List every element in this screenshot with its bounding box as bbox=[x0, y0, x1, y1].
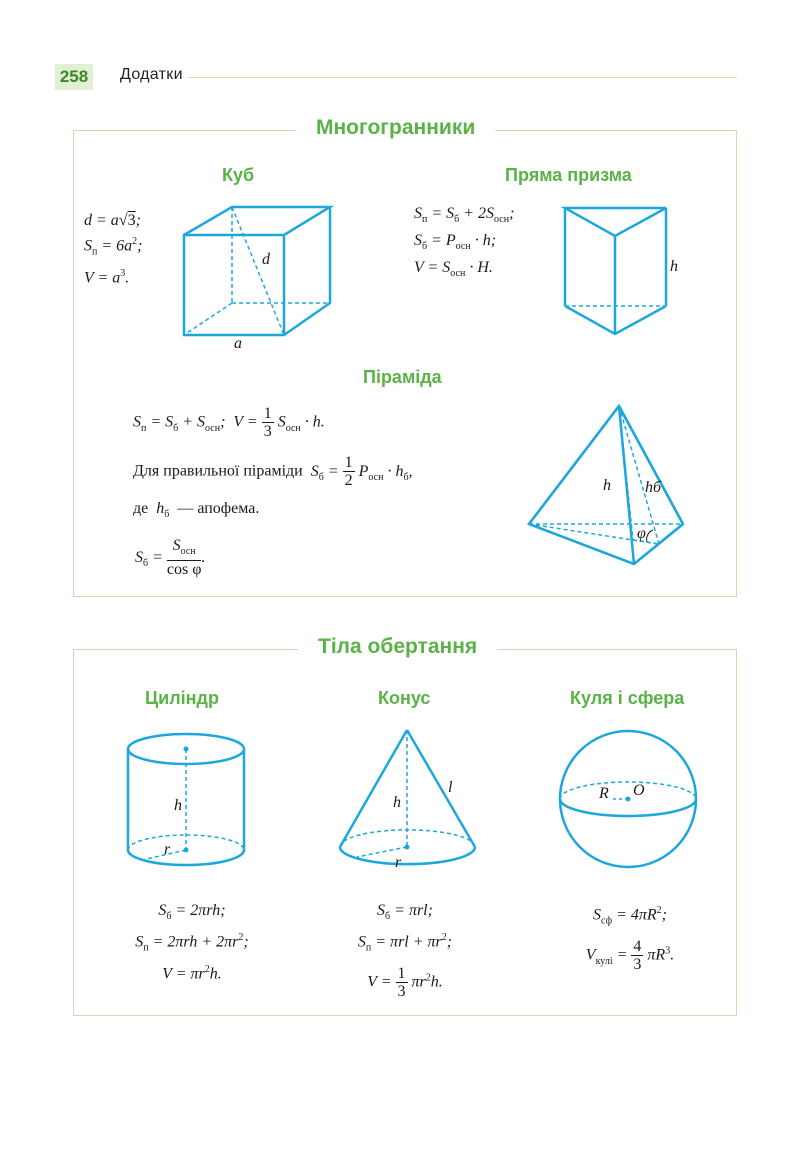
pyramid-formula-3: $S_б$ = $\frac{S_{осн}}{\text{cos φ}}$ . bbox=[135, 537, 206, 579]
cone-label-h: h bbox=[393, 794, 401, 811]
cylinder-label-r: r bbox=[164, 841, 171, 858]
sphere-label-O: O bbox=[633, 782, 645, 799]
pyramid-regular-text: Для правильної піраміди bbox=[133, 462, 303, 480]
cylinder-formulas: $S_б = 2\pi rh$; $S_п = 2\pi rh + 2\pi r^2$; $V = \pi r^2h$. bbox=[135, 902, 249, 983]
pyramid-apothem-text: — апофема. bbox=[177, 500, 260, 517]
cube-formulas: d = a√3; $S_п = 6a^2$; $V = a^3$. bbox=[84, 212, 143, 286]
cone-label-r: r bbox=[395, 854, 402, 871]
polyhedra-title: Многогранники bbox=[296, 116, 495, 140]
header-rule bbox=[187, 77, 737, 78]
pyramid-label-hb: hб bbox=[645, 479, 662, 496]
sphere-title: Куля і сфера bbox=[570, 688, 685, 708]
sphere-label-R: R bbox=[599, 785, 609, 802]
page-header bbox=[0, 60, 800, 94]
cube-title: Куб bbox=[222, 165, 255, 185]
cube-label-a: a bbox=[234, 335, 242, 352]
sphere-formulas: $S_{сф} = 4\pi R^2$; $V_{кулі}$ = $\frac{4}{3}$ $\pi R^3$. bbox=[585, 905, 675, 973]
section-name: Додатки bbox=[120, 66, 183, 83]
cylinder-label-h: h bbox=[174, 797, 182, 814]
cube-label-d: d bbox=[262, 251, 270, 268]
cone-formulas: $S_б = \pi rl$; $S_п = \pi rl + \pi r^2$; V = $\frac{1}{3}$ $\pi r^2h$. bbox=[357, 902, 453, 1000]
pyramid-figure bbox=[525, 400, 695, 575]
sphere-figure bbox=[555, 725, 705, 875]
prism-formulas: $S_п = S_б + 2S_{осн}$; $S_б = P_{осн} \cdot h$; $V = S_{осн} \cdot H$. bbox=[414, 205, 515, 280]
rotation-title: Тіла обертання bbox=[298, 635, 497, 659]
prism-label-h: h bbox=[670, 258, 678, 275]
pyramid-where-text: де bbox=[133, 500, 149, 517]
cylinder-figure bbox=[122, 730, 252, 870]
cone-figure bbox=[335, 725, 485, 875]
pyramid-label-h: h bbox=[603, 477, 611, 494]
cylinder-title: Циліндр bbox=[145, 688, 219, 708]
prism-title: Пряма призма bbox=[505, 165, 632, 185]
pyramid-regular-line: Для правильної піраміди $S_б$ = $\frac{1}{2}$ $P_{осн} \cdot h_б$, bbox=[133, 454, 413, 489]
page-number: 258 bbox=[55, 64, 93, 90]
cube-figure bbox=[180, 200, 340, 350]
cone-title: Конус bbox=[378, 688, 431, 708]
prism-figure bbox=[560, 203, 690, 343]
pyramid-formula-1: $S_п = S_б + S_{осн}$; V = $\frac{1}{3}$ $S_{осн} \cdot h$. bbox=[133, 405, 325, 440]
pyramid-where-line: де $h_б$ — апофема. bbox=[133, 500, 260, 521]
pyramid-label-phi: φ bbox=[637, 525, 646, 542]
cone-label-l: l bbox=[448, 779, 453, 796]
pyramid-title: Піраміда bbox=[363, 367, 442, 387]
